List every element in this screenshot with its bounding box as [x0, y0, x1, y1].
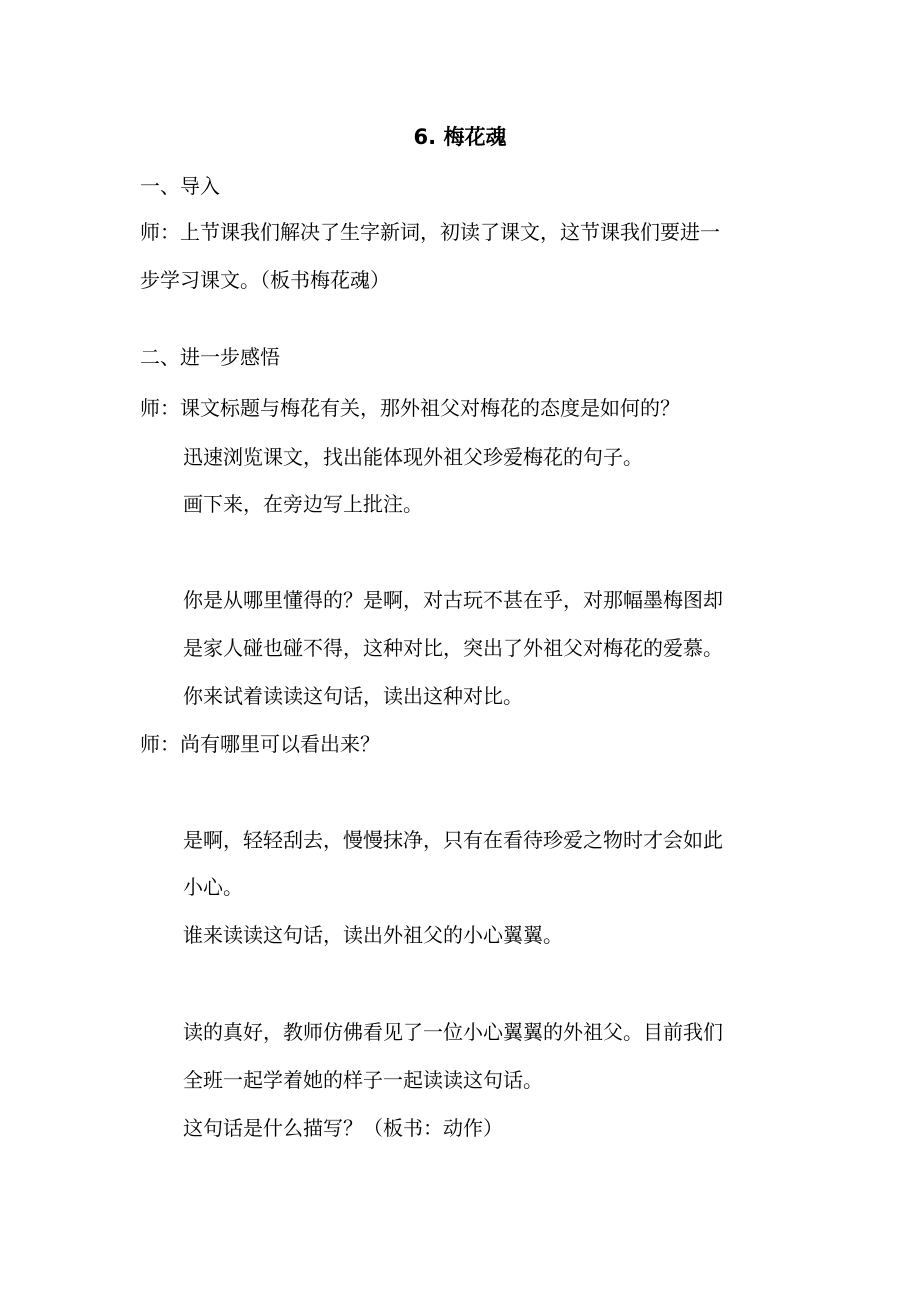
paragraph-line: 画下来，在旁边写上批注。 [183, 492, 423, 516]
paragraph-line: 读的真好，教师仿佛看见了一位小心翼翼的外祖父。目前我们 [183, 1020, 723, 1044]
paragraph-line: 小心。 [183, 875, 243, 899]
paragraph-line: 全班一起学着她的样子一起读读这句话。 [183, 1068, 543, 1092]
paragraph-line: 谁来读读这句话，读出外祖父的小心翼翼。 [183, 923, 563, 947]
paragraph-line: 师：上节课我们解决了生字新词，初读了课文，这节课我们要进一 [140, 220, 720, 244]
section-heading-intro: 一、导入 [140, 174, 220, 198]
paragraph-line: 师：尚有哪里可以看出来？ [140, 732, 380, 756]
paragraph-line: 你是从哪里懂得的？是啊，对古玩不甚在乎，对那幅墨梅图却 [183, 588, 723, 612]
paragraph-line: 你来试着读读这句话，读出这种对比。 [183, 684, 523, 708]
document-title: 6. 梅花魂 [413, 125, 507, 149]
paragraph-line: 这句话是什么描写？（板书：动作） [183, 1116, 503, 1140]
paragraph-line: 迅速浏览课文，找出能体现外祖父珍爱梅花的句子。 [183, 445, 643, 469]
paragraph-line: 步学习课文。（板书梅花魂） [140, 268, 390, 292]
paragraph-line: 是家人碰也碰不得，这种对比，突出了外祖父对梅花的爱慕。 [183, 636, 723, 660]
paragraph-line: 师：课文标题与梅花有关，那外祖父对梅花的态度是如何的？ [140, 396, 680, 420]
paragraph-line: 是啊，轻轻刮去，慢慢抹净，只有在看待珍爱之物时才会如此 [183, 828, 723, 852]
section-heading-perception: 二、进一步感悟 [140, 345, 280, 369]
